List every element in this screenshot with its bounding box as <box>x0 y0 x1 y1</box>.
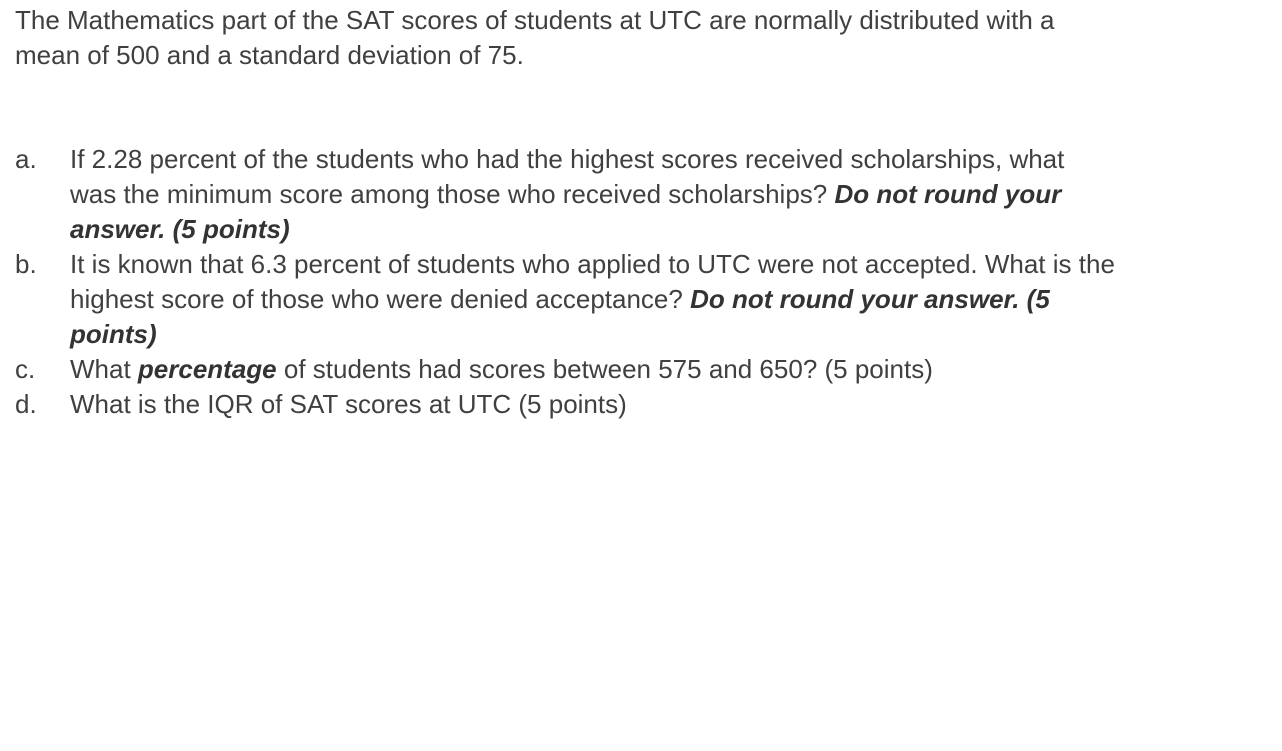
question-b-label: b. <box>15 249 37 279</box>
question-a-text <box>70 142 1115 247</box>
question-a-instruction: Do not round your answer. (5 points) <box>70 179 1062 244</box>
question-b-body: It is known that 6.3 percent of students who applied to UTC were not accepted. What is the highest score of those who were denied acceptance? <box>70 249 1115 314</box>
question-d-label: d. <box>15 389 37 419</box>
question-b <box>15 247 1115 352</box>
question-list <box>15 142 1115 422</box>
question-c-body-end: of students had scores between 575 and 650? (5 points) <box>276 354 933 384</box>
question-d <box>15 387 1115 422</box>
question-c-label: c. <box>15 354 36 384</box>
question-c-body-start: What <box>70 354 138 384</box>
question-c-emphasis: percentage <box>137 354 277 384</box>
question-b-instruction: Do not round your answer. (5 points) <box>70 284 1050 349</box>
question-d-text: What is the IQR of SAT scores at UTC (5 points) <box>70 389 627 419</box>
question-a-body: If 2.28 percent of the students who had the highest scores received scholarships, what was the minimum score among those who received scholarships? <box>70 144 1065 209</box>
question-b-text <box>70 247 1115 352</box>
question-a <box>15 142 1115 247</box>
question-a-label: a. <box>15 144 37 174</box>
question-c-text <box>70 352 1115 387</box>
intro-paragraph: The Mathematics part of the SAT scores of students at UTC are normally distributed with a mean of 500 and a standard deviation of 75. <box>15 5 1055 70</box>
question-c <box>15 352 1115 387</box>
